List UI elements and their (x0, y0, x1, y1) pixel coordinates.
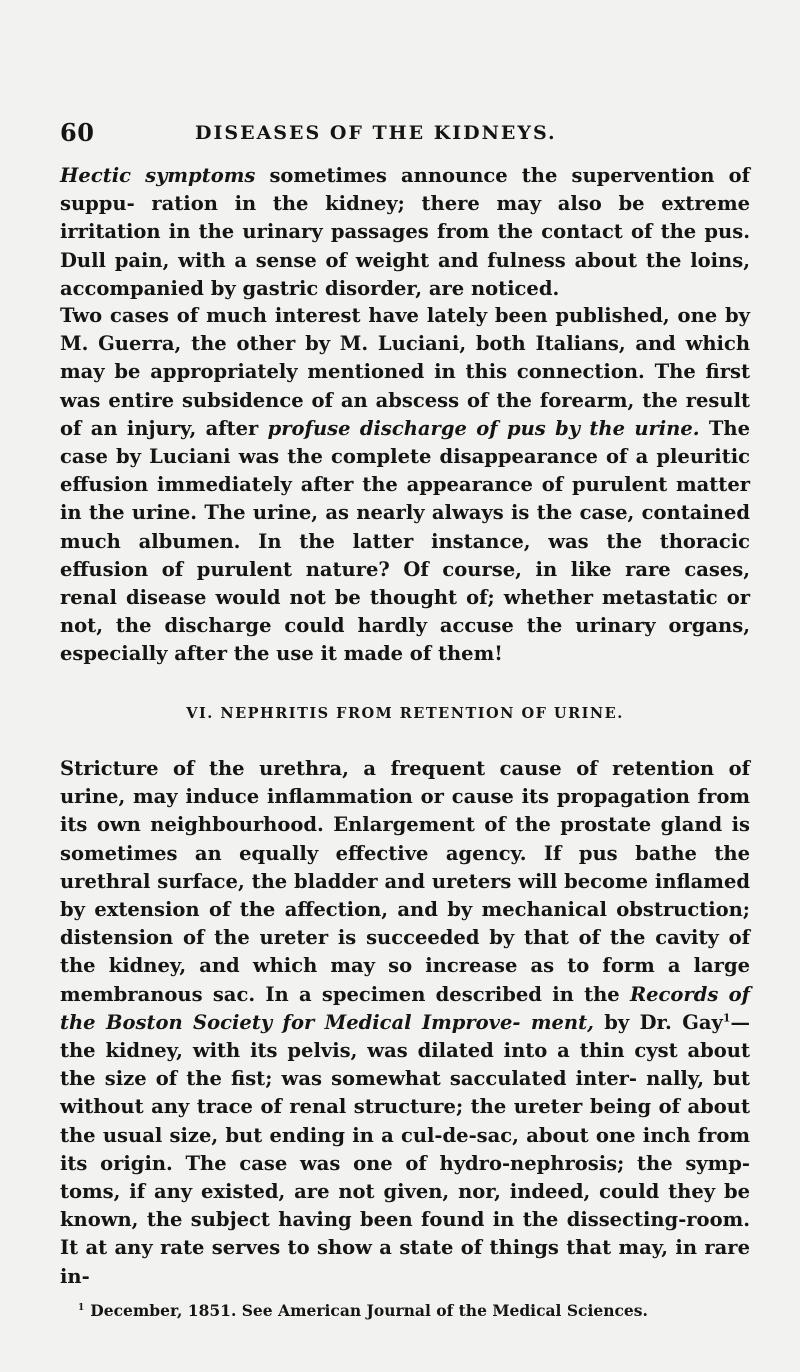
paragraph-text: sometimes announce the supervention of suppu- ration in the kidney; there may also be extreme irritation in the urinary passages from the contact of the pus. Dull pain, with a sense of weight and fulness about the loins, accompanied by gastric disorder, are noticed. (60, 164, 750, 300)
italic-lead: Hectic symptoms (60, 164, 256, 187)
paragraph-text: by Dr. Gay (593, 1010, 723, 1034)
page-header (60, 118, 750, 148)
paragraph-text: —the kidney, with its pelvis, was dilated into a thin cyst about the size of the fist; was somewhat sacculated inter- nally, but without any trace of renal structure; the ureter being of about the usual size, but ending in a cul-de-sac, about one inch from its origin. The case was one of hydro-nephrosis; the symp- toms, if any existed, are not given, nor, indeed, could they be known, the subject having been found in the dissecting-room. It at any rate serves to show a state of things that may, in rare in- (60, 1010, 750, 1288)
paragraph-text: The case by Luciani was the complete disappearance of a pleuritic effusion immediately after the appearance of purulent matter in the urine. The urine, as nearly always is the case, contained much albumen. In the latter instance, was the thoracic effusion of purulent nature? Of course, in like rare cases, renal disease would not be thought of; whether metastatic or not, the discharge could hardly accuse the urinary organs, especially after the use it made of them! (60, 416, 751, 666)
page-number: 60 (60, 118, 95, 147)
running-title: DISEASES OF THE KIDNEYS. (195, 122, 557, 144)
footnote-reference: 1 (722, 1011, 731, 1025)
paragraph-hectic-symptoms (60, 162, 750, 303)
paragraph-two-cases (60, 302, 750, 669)
italic-citation: Records of the Boston Society for Medical Improve- ment, (60, 982, 750, 1034)
footnote-mark: 1 (78, 1302, 85, 1313)
footnote-text: December, 1851. See American Journal of the Medical Sciences. (90, 1301, 648, 1320)
italic-phrase: profuse discharge of pus by the urine. (267, 416, 700, 440)
footnote (78, 1301, 750, 1320)
paragraph-stricture (60, 755, 750, 1291)
section-heading: VI. NEPHRITIS FROM RETENTION OF URINE. (186, 705, 624, 722)
paragraph-text: Stricture of the urethra, a frequent cause of retention of urine, may induce inflammation or cause its propagation from its own neighbourhood. Enlargement of the prostate gland is sometimes an equally effective agency. If pus bathe the urethral surface, the bladder and ureters will become inflamed by extension of the affection, and by mechanical obstruction; distension of the ureter is succeeded by that of the cavity of the kidney, and which may so increase as to form a large membranous sac. In a specimen described in the (60, 757, 750, 1006)
paragraph-text: Two cases of much interest have lately been published, one by M. Guerra, the other by M. Luciani, both Italians, and which may be appropriately mentioned in this connection. The first was entire subsidence of an abscess of the forearm, the result of an injury, after (60, 304, 750, 440)
